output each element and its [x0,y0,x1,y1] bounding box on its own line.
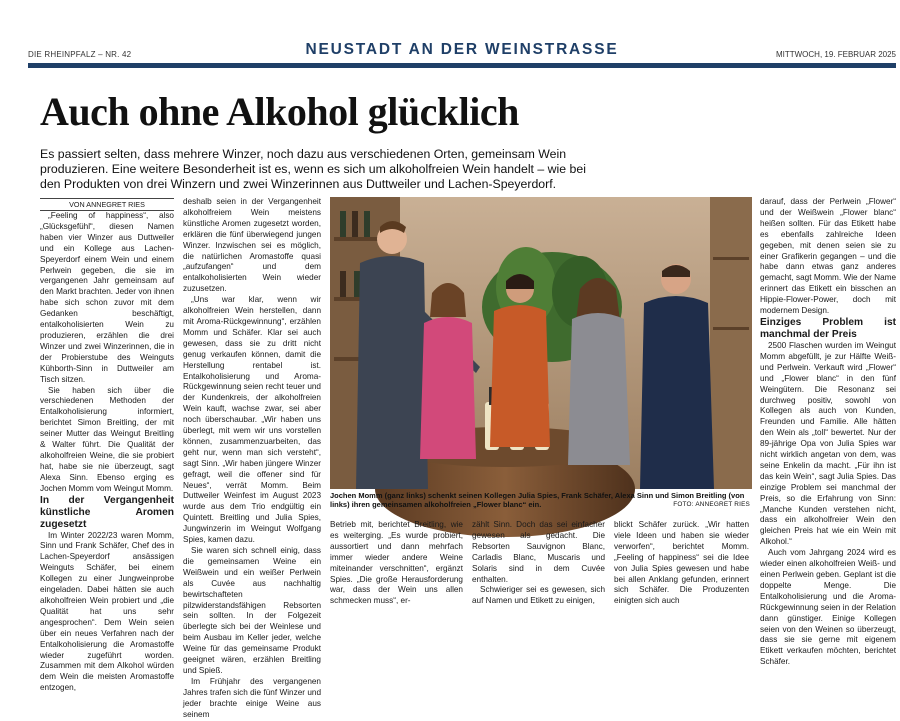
article-column-5 [614,520,749,606]
subheading: In der Vergangenheit künstliche Aromen zugesetzt [40,494,174,530]
masthead-section-title: NEUSTADT AN DER WEINSTRASSE [305,41,619,58]
article-column-2 [183,197,321,719]
paragraph: Betrieb mit, berichtet Breitling, wie es weiterging. „Es wurde probiert, aussortiert und dann mehrfach immer wieder andere Weine miteinander verschnitten“, ergänzt Spies. „Die große Herausforderung war, dass der Wein uns allen schmecken muss“, er- [330,520,463,606]
article-photo [330,197,752,489]
paragraph: Im Winter 2022/23 waren Momm, Sinn und Frank Schäfer, Chef des in Lachen-Speyerdorf ansässigen Weinguts Schäfer, bei einem Kollegen zu einer Jungweinprobe eingeladen. Dabei hätten sie auch alkoholfreien Wein probiert und „die Qualität hat uns sehr angesprochen“. Dem Wein seien über ein neues Verfahren nach der Entalkoholisierung die Aromastoffe wieder zugeführt worden. Zusammen mit dem Alkohol würden dem Wein die meisten Aromastoffe entzogen, [40,530,174,693]
paragraph: zählt Sinn. Doch das sei einfacher gewesen als gedacht. Die Rebsorten Sauvignon Blanc, Carladis Blanc, Muscaris und Solaris sind in dem Cuvée enthalten. [472,520,605,584]
masthead-rule [28,63,896,68]
article-headline: Auch ohne Alkohol glücklich [40,89,519,134]
masthead-date: MITTWOCH, 19. FEBRUAR 2025 [775,50,896,59]
photo-credit: FOTO: ANNEGRET RIES [673,501,750,509]
article-lead: Es passiert selten, dass mehrere Winzer, noch dazu aus verschiedenen Orten, gemeinsam Wein produzieren. Eine weitere Besonderheit ist es, wenn es sich um alkoholfreien Wein handelt – wie bei den Produkten von drei Winzern und zwei Winzerinnen aus Duttweiler und Lachen-Speyerdorf. [40,147,586,191]
article-column-3 [330,520,463,606]
byline: VON ANNEGRET RIES [40,198,174,211]
paragraph: darauf, dass der Perlwein „Flower“ und der Weißwein „Flower blanc“ heißen sollten. Für das Etikett habe es ebenfalls zahlreiche Ideen gegeben, mit denen seien sie zu einer Grafikerin gegangen – und die habe dann etwas ganz anderes gemacht, sagt Momm. Wie der Name erinnert das Etikett ein bisschen an Hippie-Flower-Power, doch mit modernem Design. [760,197,896,316]
paragraph: Im Frühjahr des vergangenen Jahres trafen sich die fünf Winzer und jeder brachte einige Weine aus seinem [183,676,321,719]
masthead-paper-issue: DIE RHEINPFALZ – NR. 42 [28,50,132,59]
paragraph: Auch vom Jahrgang 2024 wird es wieder einen alkoholfreien Weiß- und einen Perlwein geben. Geplant ist die doppelte Menge. Die Entalkoholisierung und die Aroma-Rückgewinnung seien in der Relation dann günstiger. Einige Kollegen seien von den Weinen so überzeugt, dass sie sie gerne mit eigenem Etikett verkaufen möchten, berichtet Schäfer. [760,548,896,667]
paragraph: 2500 Flaschen wurden im Weingut Momm abgefüllt, je zur Hälfte Weiß- und Perlwein. Verkauft wird „Flower“ und „Flower blanc“ in den fünf Weingütern. Die Resonanz sei durchweg positiv, sowohl von Kollegen als auch von Kunden, Freunden und Familie. Alle hätten den Wein als „toll“ bewertet. Nur der 89-jährige Opa von Julia Spies war nicht wirklich angetan von dem, was seine Enkelin da macht. „Für ihn ist das kein Wein“, sagt Julia Spies. Das einzige Problem sei manchmal der Preis, so die Erfahrung von Sinn: „Manche Kunden verstehen nicht, dass ein alkoholfreier Wein den gleichen Preis hat wie ein Wein mit Alkohol.“ [760,340,896,547]
paragraph: Schwieriger sei es gewesen, sich auf Namen und Etikett zu einigen, [472,585,605,606]
article-column-4 [472,520,605,606]
photo-caption [330,491,750,510]
winemakers-photo-illustration [330,197,752,489]
paragraph: Sie haben sich über die verschiedenen Methoden der Entalkoholisierung informiert, berichtet Simon Breitling, der mit seiner Mutter das Weingut Breitling & Walter führt. Die Qualität der alkoholfreien Weine, die sie probiert hat, habe sie nie überzeugt, sagt Alexa Sinn. Ebenso erging es Jochen Momm vom Weingut Momm. [40,385,174,493]
article-column-6 [760,197,896,667]
paragraph: blickt Schäfer zurück. „Wir hatten viele Ideen und haben sie wieder verworfen“, berichtet Momm. „Feeling of happiness“ sei die Idee von Julia Spies gewesen und habe bei allen Anklang gefunden, erinnert sich Schäfer. Die Produzenten einigten sich auch [614,520,749,606]
paragraph: Sie waren sich schnell einig, dass die gemeinsamen Weine ein Weißwein und ein weißer Perlwein als Cuvée aus nachhaltig bewirtschafteten pilzwiderstandsfähigen Rebsorten sein sollten. In der Folgezeit überlegte sich bei der Weinlese und beim Ausbau im Keller jeder, welche Weine für das gemeinsame Produkt geeignet wären, erzählen Breitling und Spieß. [183,546,321,675]
caption-text: Jochen Momm (ganz links) schenkt seinen Kollegen Julia Spies, Frank Schäfer, Alexa Sinn und Simon Breitling (von links) ihren gemeinsamen alkoholfreien „Flower blanc“ ein. [330,491,745,510]
paragraph: deshalb seien in der Vergangenheit alkoholfreiem Wein meistens künstliche Aromen zugesetzt worden, erklären die fünf überwiegend jungen Winzer. Inzwischen sei es möglich, die natürlichen Aromastoffe quasi „aufzufangen“ und dem entalkoholisierten Wein wieder zuzusetzen. [183,197,321,294]
article-column-1 [40,211,174,693]
paragraph: „Feeling of happiness“, also „Glücksgefühl“, diesen Namen haben vier Winzer aus Duttweiler und ein Kollege aus Lachen-Speyerdorf einem Wein und einem Perlwein gegeben, die sie im vergangenen Jahr gemeinsam auf den Markt brachten. Jeder von ihnen habe sich schon zuvor mit dem Gedanken beschäftigt, entalkoholisierten Wein zu produzieren, erzählen die drei Winzer und zwei Winzerinnen, die in der Probierstube des Weinguts Kühborth-Sinn in Duttweiler am Tisch sitzen. [40,211,174,384]
paragraph: „Uns war klar, wenn wir alkoholfreien Wein herstellen, dann mit Aroma-Rückgewinnung“, erzählen Momm und Schäfer. Klar sei auch gewesen, dass sie zu dritt nicht genug verkaufen können, damit die Herstellung rentabel ist. Entalkoholisierung und Aroma-Rückgewinnung seien recht teuer und der Kundenkreis, der alkoholfreien Wein kauft, wachse zwar, sei aber noch überschaubar. „Wir haben uns überlegt, mit wem wir uns vorstellen können, zusammenzuarbeiten, das geht nur, wenn man sich versteht“, sagt Sinn. „Wir haben jüngere Winzer gefragt, weil die offener sind für Neues“, verrät Momm. Beim Duttweiler Weinfest im August 2023 wurde aus dem Trio endgültig ein Quintett. Breitling und Julia Spies, Jungwinzerin im Weingut Wolfgang Spies, kamen dazu. [183,295,321,545]
subheading: Einziges Problem ist manchmal der Preis [760,316,896,340]
